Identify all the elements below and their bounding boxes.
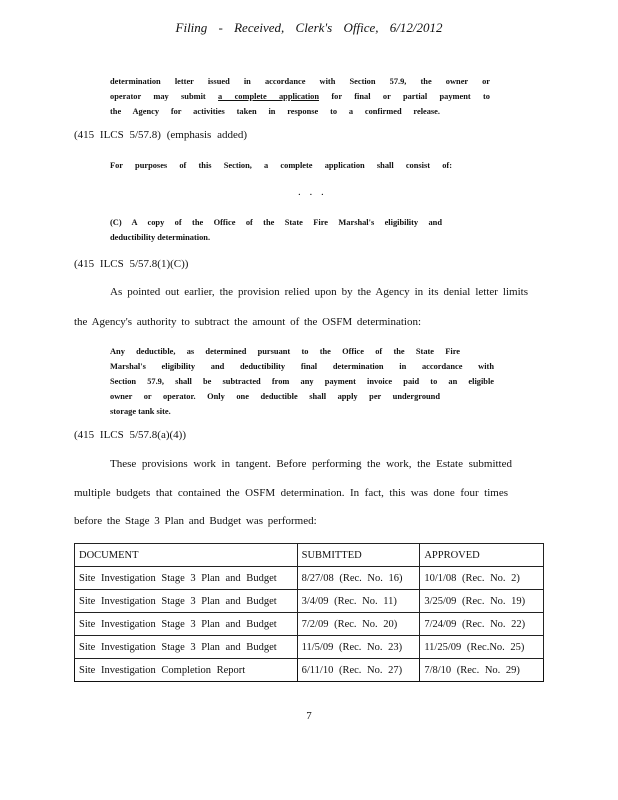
table-cell: 11/5/09 (Rec. No. 23) bbox=[297, 636, 420, 659]
quote-line: Marshal's eligibility and deductibility final determination in accordance with bbox=[110, 362, 494, 371]
quote-line: Any deductible, as determined pursuant to the Office of the State Fire bbox=[110, 347, 460, 356]
table-cell: Site Investigation Stage 3 Plan and Budget bbox=[75, 613, 298, 636]
citation-3: (415 ILCS 5/57.8(a)(4)) bbox=[74, 429, 187, 441]
quote-text: operator may submit bbox=[110, 92, 219, 101]
table-cell: 10/1/08 (Rec. No. 2) bbox=[420, 567, 544, 590]
quote-line: For purposes of this Section, a complete application shall consist of: bbox=[110, 161, 452, 170]
block-quote-3 bbox=[110, 344, 494, 419]
table-cell: 8/27/08 (Rec. No. 16) bbox=[297, 567, 420, 590]
header-cell: APPROVED bbox=[420, 544, 544, 567]
quote-line: determination letter issued in accordance with Section 57.9, the owner or bbox=[110, 77, 490, 86]
table-row bbox=[75, 659, 544, 682]
paragraph-line: These provisions work in tangent. Before performing the work, the Estate submitted bbox=[110, 458, 512, 470]
table-cell: Site Investigation Stage 3 Plan and Budget bbox=[75, 567, 298, 590]
table-cell: 7/2/09 (Rec. No. 20) bbox=[297, 613, 420, 636]
block-quote-2b bbox=[110, 215, 442, 245]
ellipsis: . . . bbox=[298, 186, 327, 198]
quote-line bbox=[110, 89, 490, 104]
paragraph-line: multiple budgets that contained the OSFM determination. In fact, this was done four times bbox=[74, 487, 508, 499]
table-cell: 3/25/09 (Rec. No. 19) bbox=[420, 590, 544, 613]
table-cell: 6/11/10 (Rec. No. 27) bbox=[297, 659, 420, 682]
page-header: Filing - Received, Clerk's Office, 6/12/2012 bbox=[175, 20, 443, 35]
table-cell: 11/25/09 (Rec.No. 25) bbox=[420, 636, 544, 659]
block-quote-1 bbox=[110, 74, 490, 119]
underlined-text: a complete application bbox=[218, 92, 320, 101]
quote-line: (C) A copy of the Office of the State Fire Marshal's eligibility and bbox=[110, 218, 442, 227]
table-cell: Site Investigation Completion Report bbox=[75, 659, 298, 682]
table-cell: Site Investigation Stage 3 Plan and Budget bbox=[75, 590, 298, 613]
table-header-row bbox=[75, 544, 544, 567]
block-quote-2 bbox=[110, 158, 452, 173]
quote-line: Section 57.9, shall be subtracted from any payment invoice paid to an eligible bbox=[110, 377, 494, 386]
citation-1: (415 ILCS 5/57.8) (emphasis added) bbox=[74, 129, 247, 141]
header-cell: SUBMITTED bbox=[297, 544, 420, 567]
citation-2: (415 ILCS 5/57.8(1)(C)) bbox=[74, 258, 189, 270]
paragraph-line: As pointed out earlier, the provision relied upon by the Agency in its denial letter limits bbox=[110, 286, 528, 298]
table-row bbox=[75, 567, 544, 590]
table-row bbox=[75, 636, 544, 659]
table-cell: 7/8/10 (Rec. No. 29) bbox=[420, 659, 544, 682]
paragraph-line: before the Stage 3 Plan and Budget was performed: bbox=[74, 515, 317, 527]
table-row bbox=[75, 590, 544, 613]
quote-line: storage tank site. bbox=[110, 407, 171, 416]
header-cell: DOCUMENT bbox=[75, 544, 298, 567]
quote-text: for final or partial payment to bbox=[319, 92, 490, 101]
table-cell: 7/24/09 (Rec. No. 22) bbox=[420, 613, 544, 636]
quote-line: the Agency for activities taken in response to a confirmed release. bbox=[110, 107, 440, 116]
paragraph-line: the Agency's authority to subtract the amount of the OSFM determination: bbox=[74, 316, 422, 328]
page-number: 7 bbox=[306, 710, 312, 722]
quote-line: owner or operator. Only one deductible shall apply per underground bbox=[110, 392, 440, 401]
table-cell: Site Investigation Stage 3 Plan and Budget bbox=[75, 636, 298, 659]
quote-line: deductibility determination. bbox=[110, 233, 211, 242]
table-cell: 3/4/09 (Rec. No. 11) bbox=[297, 590, 420, 613]
document-table bbox=[74, 543, 544, 682]
table-row bbox=[75, 613, 544, 636]
